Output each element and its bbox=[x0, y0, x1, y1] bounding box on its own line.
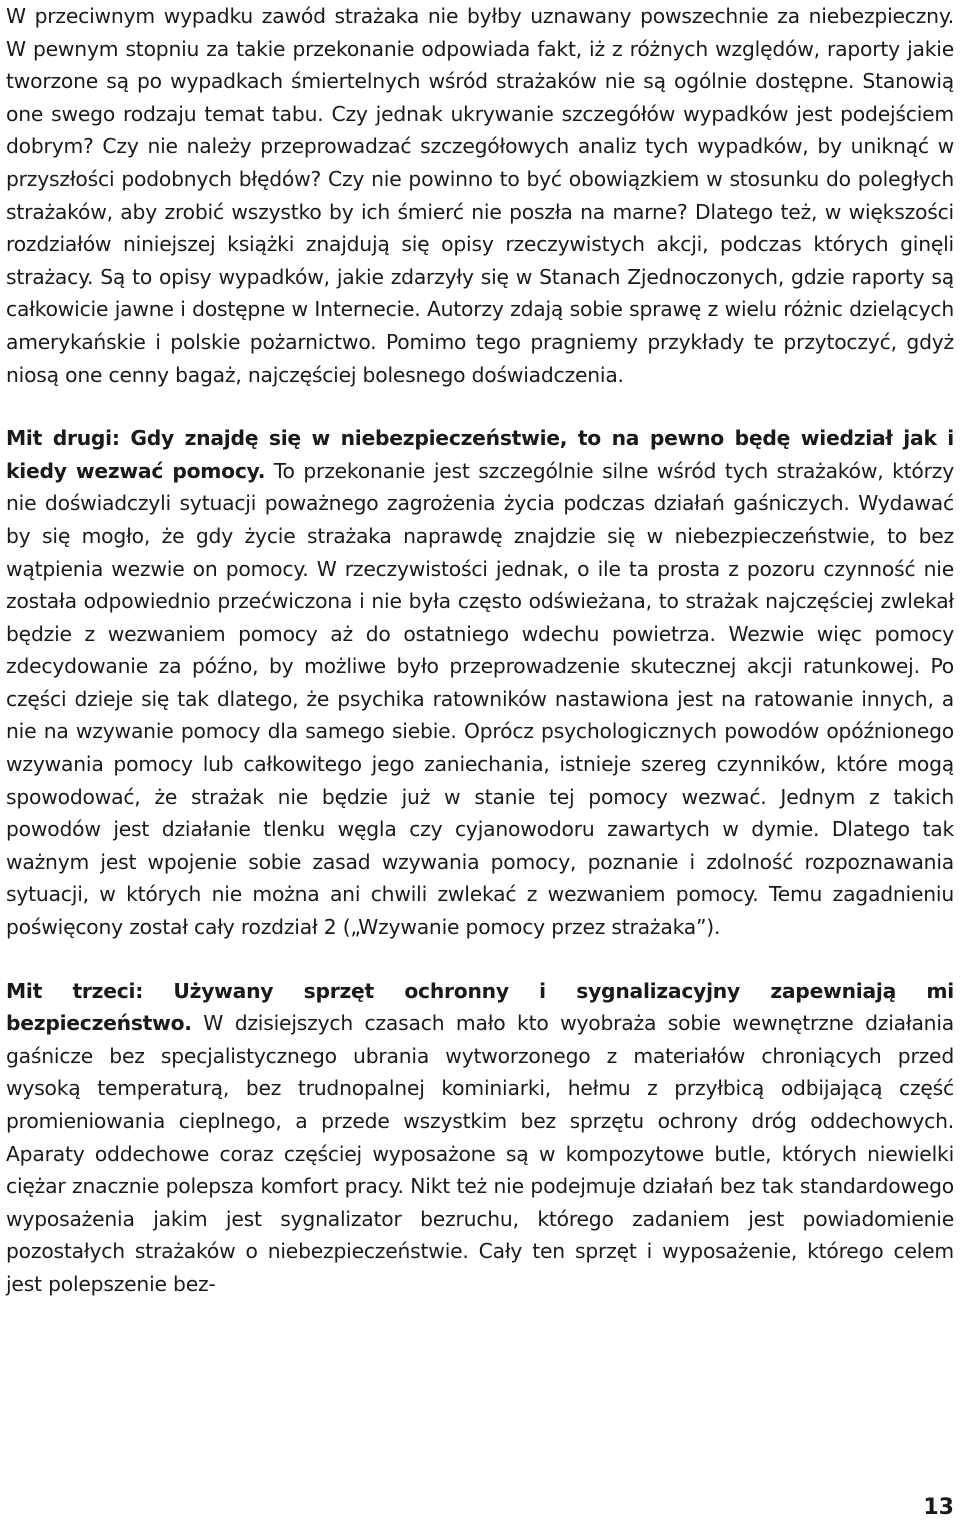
paragraph-intro bbox=[6, 0, 954, 391]
paragraph-text: W dzisiejszych czasach mało kto wyobraża sobie wewnętrzne działania gaśnicze bez specjalistycznego ubrania wytworzonego z materiałów chroniących przed wysoką temperaturą, bez trudnopalnej kominiarki, hełmu z przyłbicą odbijającą część promieniowania cieplnego, a przede wszystkim bez sprzętu ochrony dróg oddechowych. Aparaty oddechowe coraz częściej wyposażone są w kompozytowe butle, których niewielki ciężar znacznie polepsza komfort pracy. Nikt też nie podejmuje działań bez tak standardowego wyposażenia jakim jest sygnalizator bezruchu, którego zadaniem jest powiadomienie pozostałych strażaków o niebezpieczeństwie. Cały ten sprzęt i wyposażenie, którego celem jest polepszenie bez- bbox=[6, 1011, 954, 1296]
paragraph-lead: Mit trzeci: Używany sprzęt ochronny i sygnalizacyjny zapewniają mi bezpieczeństwo. bbox=[6, 978, 954, 1036]
paragraph-text: W przeciwnym wypadku zawód strażaka nie byłby uznawany powszechnie za niebezpieczny. W pewnym stopniu za takie przekonanie odpowiada fakt, iż z różnych względów, raporty jakie tworzone są po wypadkach śmiertelnych wśród strażaków nie są ogólnie dostępne. Stanowią one swego rodzaju temat tabu. Czy jednak ukrywanie szczegółów wypadków jest podejściem dobrym? Czy nie należy przeprowadzać szczegółowych analiz tych wypadków, by uniknąć w przyszłości podobnych błędów? Czy nie powinno to być obowiązkiem w stosunku do poległych strażaków, aby zrobić wszystko by ich śmierć nie poszła na marne? Dlatego też, w większości rozdziałów niniejszej książki znajdują się opisy rzeczywistych akcji, podczas których ginęli strażacy. Są to opisy wypadków, jakie zdarzyły się w Stanach Zjednoczonych, gdzie raporty są całkowicie jawne i dostępne w Internecie. Autorzy zdają sobie sprawę z wielu różnic dzielących amerykańskie i polskie pożarnictwo. Pomimo tego pragniemy przykłady te przytoczyć, gdyż niosą one cenny bagaż, najczęściej bolesnego doświadczenia. bbox=[6, 4, 954, 387]
paragraph-lead: Mit drugi: Gdy znajdę się w niebezpieczeństwie, to na pewno będę wiedział jak i kiedy wezwać pomocy. bbox=[6, 426, 954, 483]
paragraph-myth-two bbox=[6, 422, 954, 944]
paragraph-text: To przekonanie jest szczególnie silne wśród tych strażaków, którzy nie doświadczyli sytuacji poważnego zagrożenia życia podczas działań gaśniczych. Wydawać by się mogło, że gdy życie strażaka naprawdę znajdzie się w niebezpieczeństwie, to bez wątpienia wezwie on pomocy. W rzeczywistości jednak, o ile ta prosta z pozoru czynność nie została odpowiednio przećwiczona i nie była często odświeżana, to strażak najczęściej zwlekał będzie z wezwaniem pomocy aż do ostatniego wdechu powietrza. Wezwie więc pomocy zdecydowanie za późno, by możliwe było przeprowadzenie skutecznej akcji ratunkowej. Po części dzieje się tak dlatego, że psychika ratowników nastawiona jest na ratowanie innych, a nie na wzywanie pomocy dla samego siebie. Oprócz psychologicznych powodów opóźnionego wzywania pomocy lub całkowitego jego zaniechania, istnieje szereg czynników, które mogą spowodować, że strażak nie będzie już w stanie tej pomocy wezwać. Jednym z takich powodów jest działanie tlenku węgla czy cyjanowodoru zawartych w dymie. Dlatego tak ważnym jest wpojenie sobie zasad wzywania pomocy, poznanie i zdolność rozpoznawania sytuacji, w których nie można ani chwili zwlekać z wezwaniem pomocy. Temu zagadnieniu poświęcony został cały rozdział 2 („Wzywanie pomocy przez strażaka”). bbox=[6, 458, 954, 940]
page-number: 13 bbox=[923, 1495, 954, 1520]
page-body bbox=[6, 0, 954, 1301]
paragraph-myth-three bbox=[6, 975, 954, 1301]
